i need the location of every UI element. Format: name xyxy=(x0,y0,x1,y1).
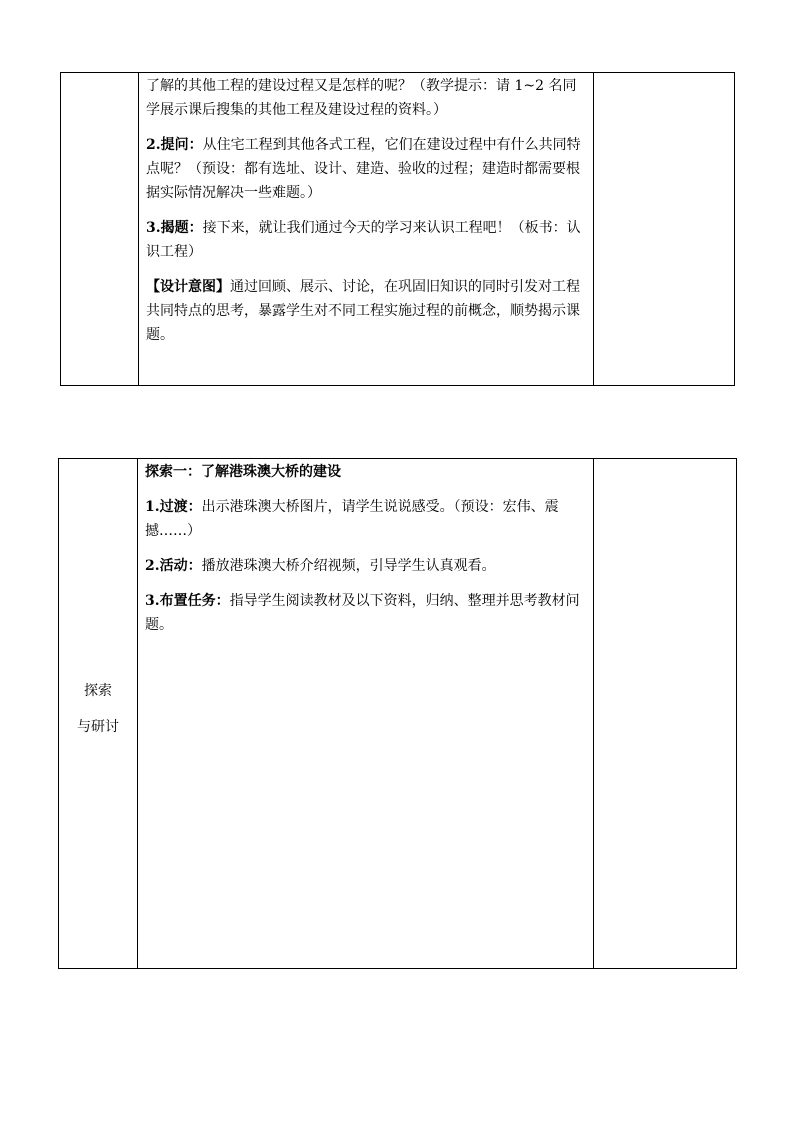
notes-cell xyxy=(594,459,737,969)
section-title: 探索一：了解港珠澳大桥的建设 xyxy=(145,464,341,480)
paragraph-lead: 【设计意图】 xyxy=(146,279,230,295)
paragraph-lead: 3.布置任务： xyxy=(145,593,230,609)
paragraph-lead: 1.过渡： xyxy=(145,499,202,515)
paragraph-text: 了解的其他工程的建设过程又是怎样的呢？（教学提示：请 1~2 名同学展示课后搜集的其他工程及建设过程的资料。） xyxy=(146,78,577,118)
table-row xyxy=(59,459,737,969)
assignment-paragraph xyxy=(145,589,590,637)
stage-label-cell xyxy=(59,459,138,969)
paragraph-text: 播放港珠澳大桥介绍视频，引导学生认真观看。 xyxy=(201,558,496,574)
paragraph-text: 从住宅工程到其他各式工程，它们在建设过程中有什么共同特点呢？（预设：都有选址、设计、建造、验收的过程；建造时都需要根据实际情况解决一些难题。） xyxy=(146,137,581,201)
lesson-table-continuation xyxy=(60,72,735,386)
paragraph-text: 指导学生阅读教材及以下资料，归纳、整理并思考教材问题。 xyxy=(145,593,580,633)
reveal-topic-paragraph xyxy=(146,216,590,264)
teaching-content-cell xyxy=(138,459,594,969)
notes-cell xyxy=(594,73,735,386)
intro-paragraph xyxy=(146,74,590,122)
activity-paragraph xyxy=(145,554,590,578)
design-intent-paragraph xyxy=(146,275,590,347)
stage-label-cell xyxy=(61,73,139,386)
transition-paragraph xyxy=(145,495,590,543)
paragraph-text: 出示港珠澳大桥图片，请学生说说感受。（预设：宏伟、震撼……） xyxy=(145,499,559,539)
teaching-content-cell xyxy=(139,73,594,386)
paragraph-text: 通过回顾、展示、讨论，在巩固旧知识的同时引发对工程共同特点的思考，暴露学生对不同工程实施过程的前概念，顺势揭示课题。 xyxy=(146,279,580,343)
paragraph-lead: 3.揭题： xyxy=(146,220,203,236)
question-paragraph xyxy=(146,133,590,205)
stage-label-line1: 探索 xyxy=(84,683,112,699)
paragraph-lead: 2.活动： xyxy=(145,558,202,574)
stage-label-line2: 与研讨 xyxy=(77,719,119,735)
table-row xyxy=(61,73,735,386)
paragraph-lead: 2.提问： xyxy=(146,137,203,153)
paragraph-text: 接下来，就让我们通过今天的学习来认识工程吧！（板书：认识工程） xyxy=(146,220,581,260)
explore-discuss-table xyxy=(58,458,737,969)
